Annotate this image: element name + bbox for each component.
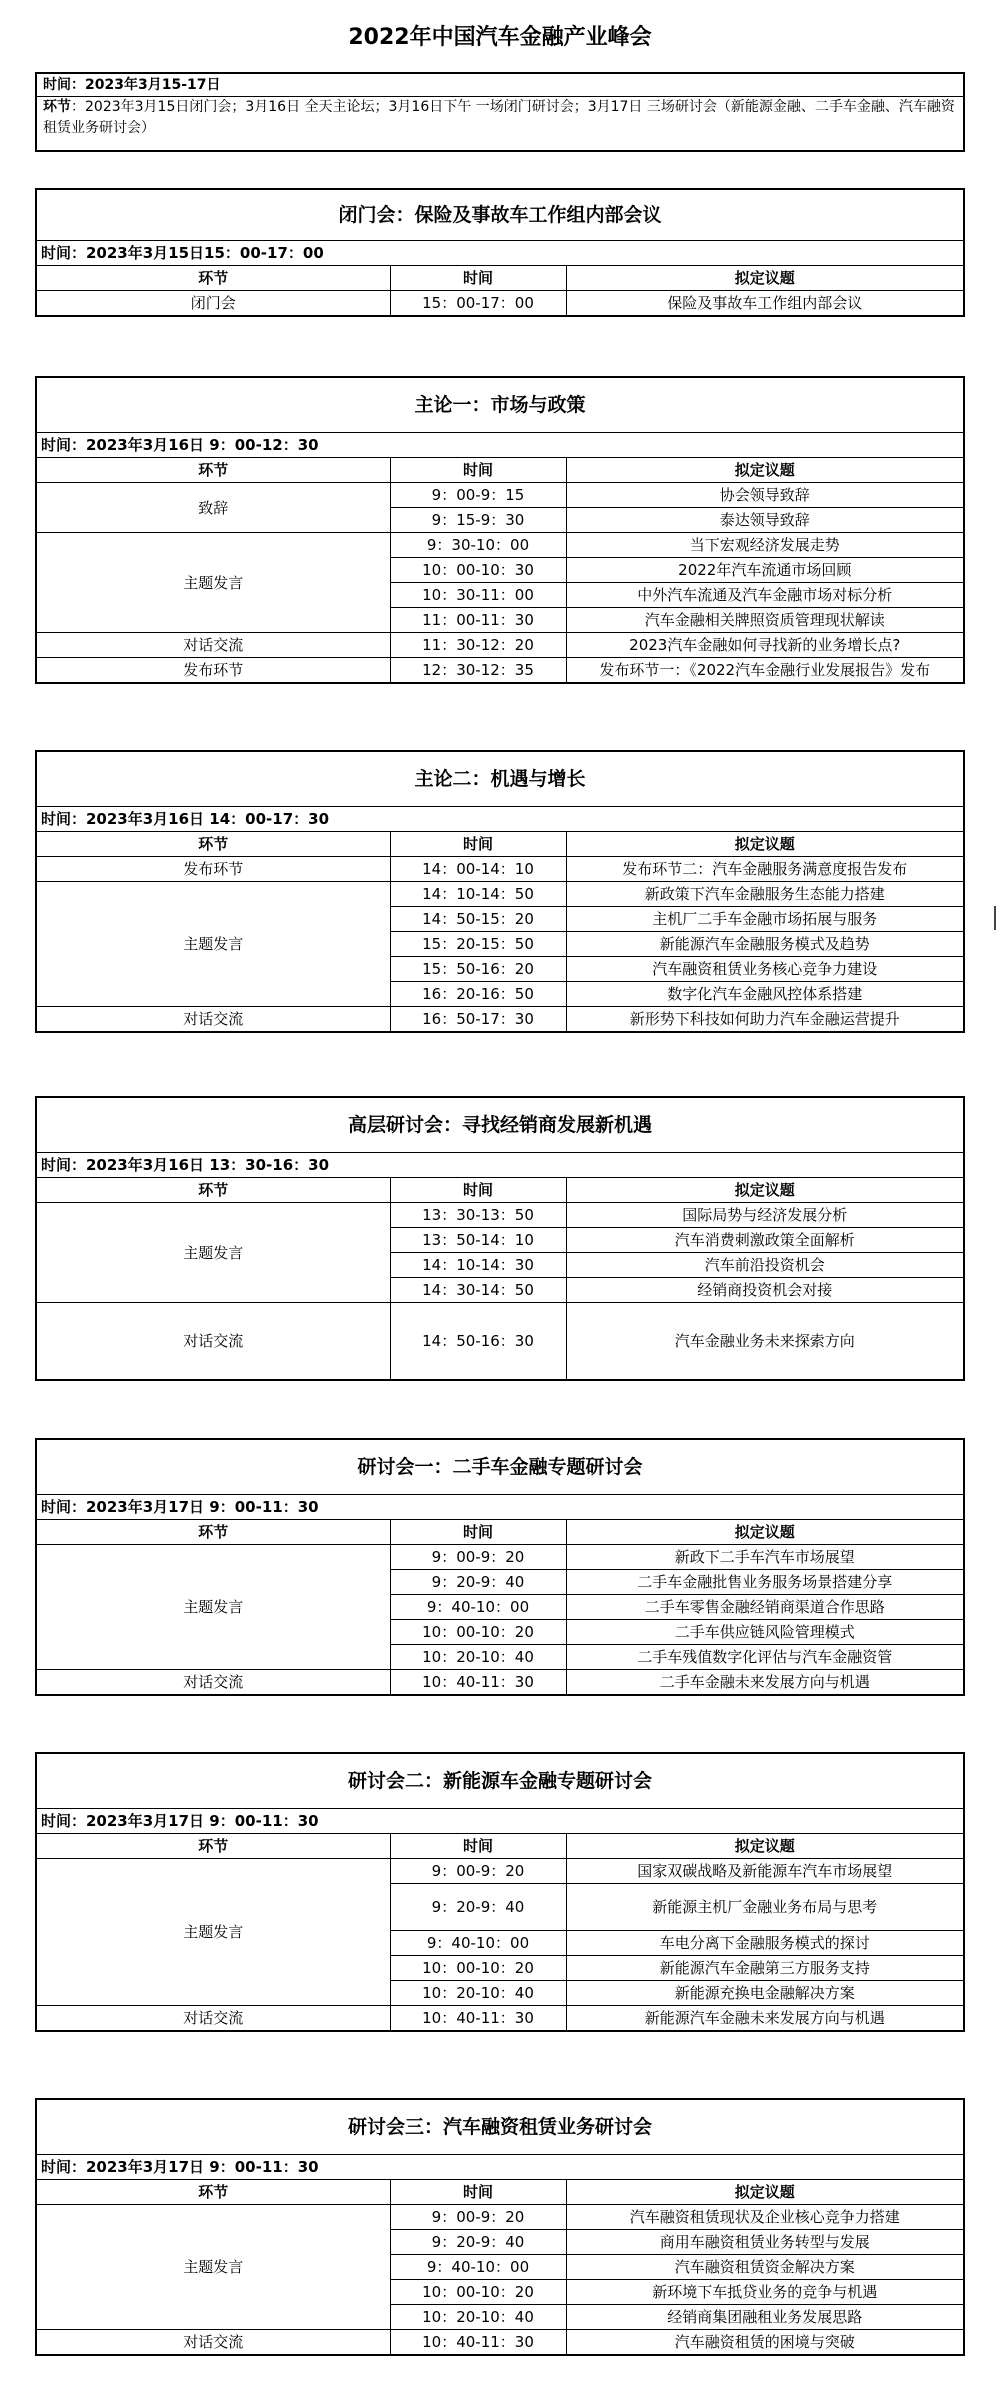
time-cell: 15：20-15：50 (390, 932, 566, 957)
col-header-topic: 拟定议题 (566, 1178, 964, 1203)
session-time: 时间：2023年3月16日 13：30-16：30 (36, 1153, 964, 1178)
seg-cell: 闭门会 (36, 291, 390, 317)
seg-cell: 致辞 (36, 483, 390, 533)
summary-segments (37, 97, 963, 139)
col-header-seg: 环节 (36, 1834, 390, 1859)
col-header-seg: 环节 (36, 458, 390, 483)
main-title: 2022年中国汽车金融产业峰会 (348, 25, 652, 50)
topic-cell: 新能源充换电金融解决方案 (566, 1981, 964, 2006)
time-cell: 16：50-17：30 (390, 1007, 566, 1033)
summary-time-label: 时间： (43, 77, 85, 93)
topic-cell: 汽车前沿投资机会 (566, 1253, 964, 1278)
session-closed-meeting (35, 188, 965, 317)
topic-cell: 汽车融资租赁业务核心竞争力建设 (566, 957, 964, 982)
topic-cell: 发布环节二：汽车金融服务满意度报告发布 (566, 857, 964, 882)
topic-cell: 新形势下科技如何助力汽车金融运营提升 (566, 1007, 964, 1033)
topic-cell: 新政策下汽车金融服务生态能力搭建 (566, 882, 964, 907)
col-header-time: 时间 (390, 1520, 566, 1545)
seg-cell: 主题发言 (36, 1203, 390, 1303)
session-time: 时间：2023年3月16日 9：00-12：30 (36, 433, 390, 458)
summary-time-value: 2023年3月15-17日 (85, 77, 221, 93)
col-header-seg: 环节 (36, 832, 390, 857)
col-header-topic: 拟定议题 (566, 266, 964, 291)
col-header-topic: 拟定议题 (566, 2180, 964, 2205)
summary-box (35, 72, 965, 152)
time-cell: 10：30-11：00 (390, 583, 566, 608)
seg-cell: 主题发言 (36, 2205, 390, 2330)
seg-cell: 对话交流 (36, 633, 390, 658)
col-header-time: 时间 (390, 266, 566, 291)
topic-cell: 汽车金融业务未来探索方向 (566, 1303, 964, 1381)
col-header-time: 时间 (390, 1178, 566, 1203)
time-cell: 9：15-9：30 (390, 508, 566, 533)
summary-seg-value: ：2023年3月15日闭门会；3月16日 全天主论坛；3月16日下午 一场闭门研讨会；3月17日 三场研讨会（新能源金融、二手车金融、汽车融资租赁业务研讨会） (43, 99, 955, 136)
seg-cell: 主题发言 (36, 533, 390, 633)
topic-cell: 新环境下车抵贷业务的竞争与机遇 (566, 2280, 964, 2305)
time-cell: 14：00-14：10 (390, 857, 566, 882)
col-header-time: 时间 (390, 458, 566, 483)
col-header-time: 时间 (390, 1834, 566, 1859)
session-seminar-1 (35, 1438, 965, 1696)
time-cell: 9：20-9：40 (390, 1570, 566, 1595)
table-row (36, 2330, 964, 2356)
time-cell: 10：40-11：30 (390, 1670, 566, 1696)
col-header-seg: 环节 (36, 2180, 390, 2205)
session-seminar-3 (35, 2098, 965, 2356)
topic-cell: 主机厂二手车金融市场拓展与服务 (566, 907, 964, 932)
seg-cell: 发布环节 (36, 857, 390, 882)
topic-cell: 国家双碳战略及新能源车汽车市场展望 (566, 1859, 964, 1884)
col-header-topic: 拟定议题 (566, 832, 964, 857)
session-title: 研讨会二：新能源车金融专题研讨会 (36, 1753, 964, 1809)
topic-cell: 汽车消费刺激政策全面解析 (566, 1228, 964, 1253)
col-header-time: 时间 (390, 2180, 566, 2205)
summary-time (37, 74, 963, 96)
col-header-time: 时间 (390, 832, 566, 857)
topic-cell: 新能源汽车金融服务模式及趋势 (566, 932, 964, 957)
topic-cell: 泰达领导致辞 (566, 508, 964, 533)
topic-cell: 发布环节一：《2022汽车金融行业发展报告》发布 (566, 658, 964, 684)
session-title: 研讨会三：汽车融资租赁业务研讨会 (36, 2099, 964, 2155)
time-cell: 10：00-10：20 (390, 1620, 566, 1645)
session-time: 时间：2023年3月15日15：00-17：00 (36, 241, 964, 266)
session-executive-seminar (35, 1096, 965, 1381)
col-header-topic: 拟定议题 (566, 1834, 964, 1859)
session-title: 主论一：市场与政策 (36, 377, 964, 433)
time-cell: 12：30-12：35 (390, 658, 566, 684)
time-cell: 9：40-10：00 (390, 1931, 566, 1956)
time-cell: 10：00-10：20 (390, 1956, 566, 1981)
session-time: 时间：2023年3月17日 9：00-11：30 (36, 2155, 964, 2180)
time-cell: 10：20-10：40 (390, 2305, 566, 2330)
table-row (36, 2205, 964, 2230)
table-row (36, 2006, 964, 2032)
time-cell: 9：40-10：00 (390, 1595, 566, 1620)
topic-cell: 二手车金融未来发展方向与机遇 (566, 1670, 964, 1696)
time-cell: 9：00-9：20 (390, 1859, 566, 1884)
topic-cell: 经销商集团融租业务发展思路 (566, 2305, 964, 2330)
time-cell: 11：30-12：20 (390, 633, 566, 658)
time-cell: 9：00-9：20 (390, 2205, 566, 2230)
time-cell: 14：10-14：30 (390, 1253, 566, 1278)
time-cell: 15：00-17：00 (390, 291, 566, 317)
seg-cell: 对话交流 (36, 1670, 390, 1696)
session-time: 时间：2023年3月17日 9：00-11：30 (36, 1495, 964, 1520)
table-row (36, 1203, 964, 1228)
topic-cell: 二手车供应链风险管理模式 (566, 1620, 964, 1645)
session-title: 主论二：机遇与增长 (36, 751, 964, 807)
col-header-seg: 环节 (36, 1178, 390, 1203)
col-header-topic: 拟定议题 (566, 458, 964, 483)
seg-cell: 主题发言 (36, 1859, 390, 2006)
session-title: 高层研讨会：寻找经销商发展新机遇 (36, 1097, 964, 1153)
table-row (36, 1859, 964, 1884)
topic-cell: 数字化汽车金融风控体系搭建 (566, 982, 964, 1007)
seg-cell: 对话交流 (36, 2330, 390, 2356)
table-row (36, 483, 964, 508)
topic-cell: 保险及事故车工作组内部会议 (566, 291, 964, 317)
time-cell: 13：30-13：50 (390, 1203, 566, 1228)
time-cell: 9：30-10：00 (390, 533, 566, 558)
time-cell: 15：50-16：20 (390, 957, 566, 982)
topic-cell: 中外汽车流通及汽车金融市场对标分析 (566, 583, 964, 608)
topic-cell: 商用车融资租赁业务转型与发展 (566, 2230, 964, 2255)
table-row (36, 882, 964, 907)
topic-cell: 协会领导致辞 (566, 483, 964, 508)
topic-cell: 二手车金融批售业务服务场景搭建分享 (566, 1570, 964, 1595)
table-row (36, 658, 964, 684)
time-cell: 10：00-10：30 (390, 558, 566, 583)
time-cell: 9：00-9：15 (390, 483, 566, 508)
time-cell: 14：50-16：30 (390, 1303, 566, 1381)
session-time: 时间：2023年3月16日 14：00-17：30 (36, 807, 964, 832)
table-row (36, 533, 964, 558)
table-row (36, 1545, 964, 1570)
time-cell: 16：20-16：50 (390, 982, 566, 1007)
table-row (36, 857, 964, 882)
topic-cell: 汽车融资租赁的困境与突破 (566, 2330, 964, 2356)
topic-cell: 汽车融资租赁资金解决方案 (566, 2255, 964, 2280)
table-row (36, 1303, 964, 1381)
topic-cell: 2023汽车金融如何寻找新的业务增长点? (566, 633, 964, 658)
session-main-forum-2 (35, 750, 965, 1033)
topic-cell: 新能源汽车金融第三方服务支持 (566, 1956, 964, 1981)
time-cell: 10：40-11：30 (390, 2006, 566, 2032)
topic-cell: 汽车金融相关牌照资质管理现状解读 (566, 608, 964, 633)
topic-cell: 新政下二手车汽车市场展望 (566, 1545, 964, 1570)
session-seminar-2 (35, 1752, 965, 2032)
time-cell: 10：40-11：30 (390, 2330, 566, 2356)
col-header-seg: 环节 (36, 266, 390, 291)
summary-seg-label: 环节 (43, 99, 71, 115)
time-cell: 9：20-9：40 (390, 1884, 566, 1931)
topic-cell: 二手车残值数字化评估与汽车金融资管 (566, 1645, 964, 1670)
topic-cell: 车电分离下金融服务模式的探讨 (566, 1931, 964, 1956)
table-row (36, 291, 964, 317)
time-cell: 11：00-11：30 (390, 608, 566, 633)
time-cell: 14：10-14：50 (390, 882, 566, 907)
table-row (36, 1670, 964, 1696)
session-title: 闭门会：保险及事故车工作组内部会议 (36, 189, 964, 241)
time-cell: 10：20-10：40 (390, 1645, 566, 1670)
seg-cell: 主题发言 (36, 1545, 390, 1670)
session-title: 研讨会一：二手车金融专题研讨会 (36, 1439, 964, 1495)
topic-cell: 2022年汽车流通市场回顾 (566, 558, 964, 583)
col-header-seg: 环节 (36, 1520, 390, 1545)
seg-cell: 对话交流 (36, 1007, 390, 1033)
topic-cell: 当下宏观经济发展走势 (566, 533, 964, 558)
time-row-blank (390, 433, 964, 458)
topic-cell: 二手车零售金融经销商渠道合作思路 (566, 1595, 964, 1620)
time-cell: 14：50-15：20 (390, 907, 566, 932)
topic-cell: 新能源主机厂金融业务布局与思考 (566, 1884, 964, 1931)
scrollbar-edge-mark (994, 906, 996, 930)
time-cell: 10：20-10：40 (390, 1981, 566, 2006)
time-cell: 10：00-10：20 (390, 2280, 566, 2305)
session-main-forum-1 (35, 376, 965, 684)
topic-cell: 汽车融资租赁现状及企业核心竞争力搭建 (566, 2205, 964, 2230)
seg-cell: 对话交流 (36, 1303, 390, 1381)
table-row (36, 1007, 964, 1033)
seg-cell: 对话交流 (36, 2006, 390, 2032)
topic-cell: 国际局势与经济发展分析 (566, 1203, 964, 1228)
time-cell: 9：40-10：00 (390, 2255, 566, 2280)
seg-cell: 主题发言 (36, 882, 390, 1007)
seg-cell: 发布环节 (36, 658, 390, 684)
time-cell: 13：50-14：10 (390, 1228, 566, 1253)
table-row (36, 633, 964, 658)
col-header-topic: 拟定议题 (566, 1520, 964, 1545)
topic-cell: 新能源汽车金融未来发展方向与机遇 (566, 2006, 964, 2032)
time-cell: 9：00-9：20 (390, 1545, 566, 1570)
time-cell: 14：30-14：50 (390, 1278, 566, 1303)
time-cell: 9：20-9：40 (390, 2230, 566, 2255)
topic-cell: 经销商投资机会对接 (566, 1278, 964, 1303)
session-time: 时间：2023年3月17日 9：00-11：30 (36, 1809, 964, 1834)
